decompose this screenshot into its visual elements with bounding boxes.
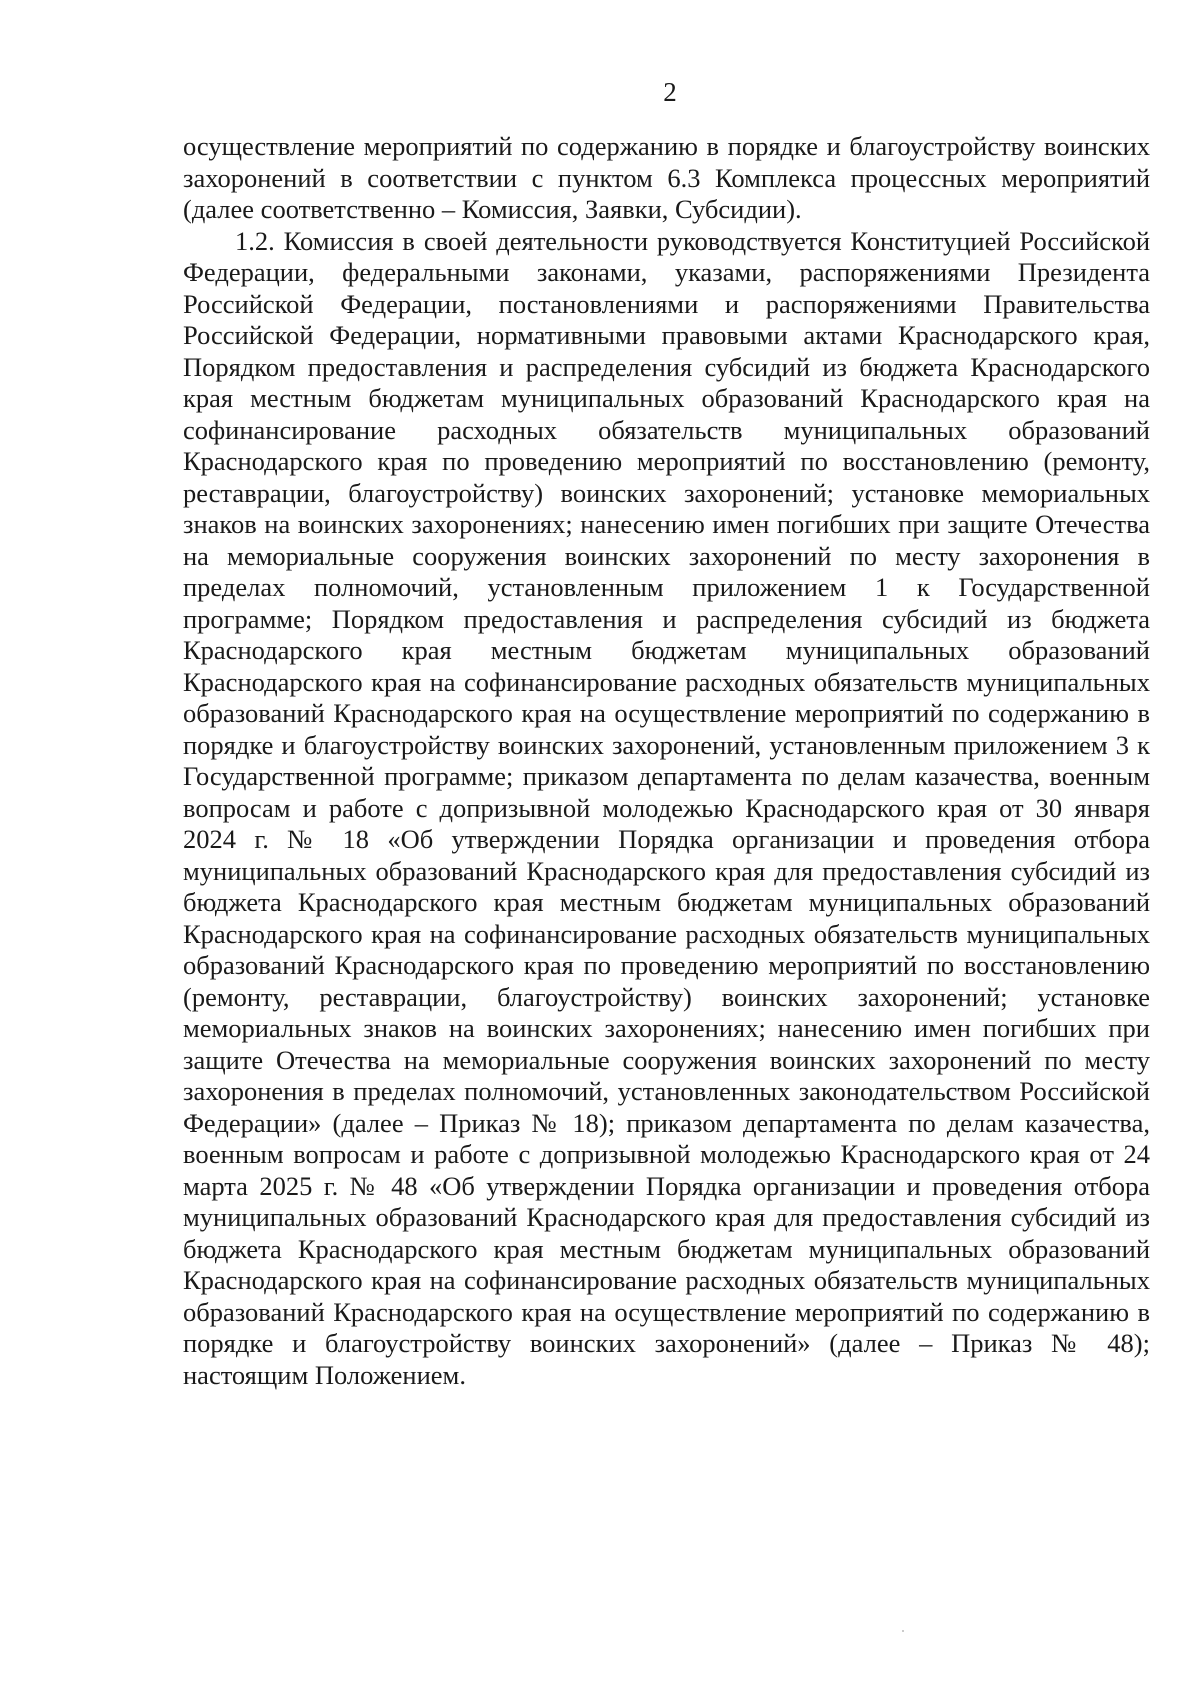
document-body (183, 131, 1150, 1391)
paragraph-continuation: осуществление мероприятий по содержанию в порядке и благоустройству воинских захоронений в соответствии с пунктом 6.3 Комплекса процессных мероприятий (далее соответственно – Комиссия, Заявки, Субсидии). (183, 131, 1150, 224)
scan-speck (902, 1630, 904, 1632)
page-number: 2 (663, 77, 677, 107)
paragraph-1-2-commission-guidelines: 1.2. Комиссия в своей деятельности руководствуется Конституцией Российской Федерации, федеральными законами, указами, распоряжениями Президента Российской Федерации, постановлениями и распоряжениями Правительства Российской Федерации, нормативными правовыми актами Краснодарского края, Порядком предоставления и распределения субсидий из бюджета Краснодарского края местным бюджетам муниципальных образований Краснодарского края на софинансирование расходных обязательств муниципальных образований Краснодарского края по проведению мероприятий по восстановлению (ремонту, реставрации, благоустройству) воинских захоронений; установке мемориальных знаков на воинских захоронениях; нанесению имен погибших при защите Отечества на мемориальные сооружения воинских захоронений по месту захоронения в пределах полномочий, установленным приложением 1 к Государственной программе; Порядком предоставления и распределения субсидий из бюджета Краснодарского края местным бюджетам муниципальных образований Краснодарского края на софинансирование расходных обязательств муниципальных образований Краснодарского края на осуществление мероприятий по содержанию в порядке и благоустройству воинских захоронений, установленным приложением 3 к Государственной программе; приказом департамента по делам казачества, военным вопросам и работе с допризывной молодежью Краснодарского края от 30 января 2024 г. № 18 «Об утверждении Порядка организации и проведения отбора муниципальных образований Краснодарского края для предоставления субсидий из бюджета Краснодарского края местным бюджетам муниципальных образований Краснодарского края на софинансирование расходных обязательств муниципальных образований Краснодарского края по проведению мероприятий по восстановлению (ремонту, реставрации, благоустройству) воинских захоронений; установке мемориальных знаков на воинских захоронениях; нанесению имен погибших при защите Отечества на мемориальные сооружения воинских захоронений по месту захоронения в пределах полномочий, установленных законодательством Российской Федерации» (далее – Приказ № 18); приказом департамента по делам казачества, военным вопросам и работе с допризывной молодежью Краснодарского края от 24 марта 2025 г. № 48 «Об утверждении Порядка организации и проведения отбора муниципальных образований Краснодарского края для предоставления субсидий из бюджета Краснодарского края местным бюджетам муниципальных образований Краснодарского края на софинансирование расходных обязательств муниципальных образований Краснодарского края на осуществление мероприятий по содержанию в порядке и благоустройству воинских захоронений» (далее – Приказ № 48); настоящим Положением. (183, 225, 1150, 1390)
